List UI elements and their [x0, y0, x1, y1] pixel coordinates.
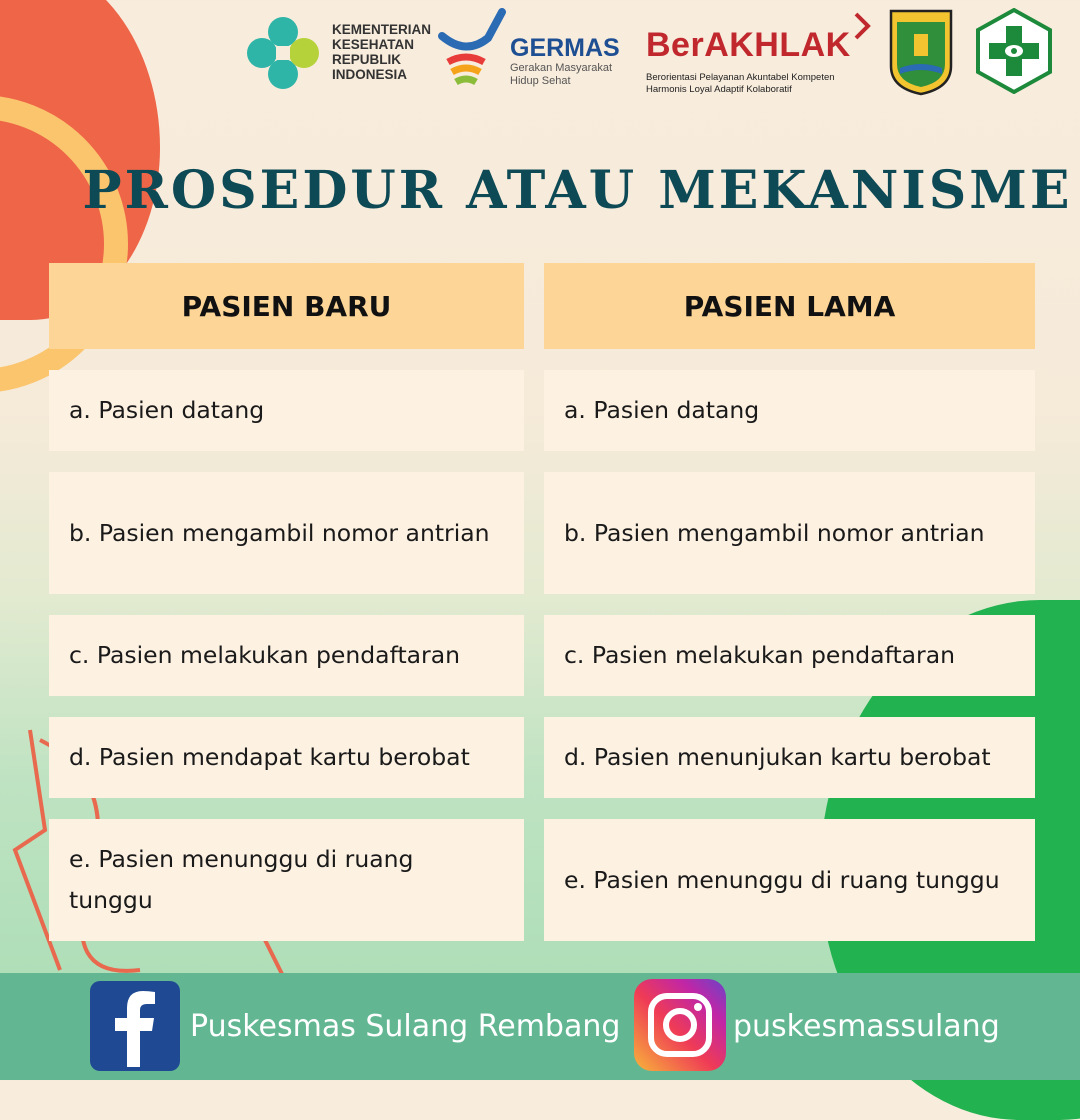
step-pasien-baru-d: d. Pasien mendapat kartu berobat [49, 717, 524, 798]
instagram-glyph-icon [634, 979, 726, 1071]
facebook-account-name[interactable]: Puskesmas Sulang Rembang [190, 1009, 621, 1044]
berakhlak-main: AKHLAK [704, 26, 851, 64]
step-pasien-lama-c: c. Pasien melakukan pendaftaran [544, 615, 1035, 696]
step-pasien-lama-e: e. Pasien menunggu di ruang tunggu [544, 819, 1035, 941]
chevron-right-icon [852, 12, 872, 40]
kemenkes-line: KESEHATAN [332, 37, 415, 52]
berakhlak-sub-line: Berorientasi Pelayanan Akuntabel Kompeten [646, 72, 835, 83]
step-pasien-baru-a: a. Pasien datang [49, 370, 524, 451]
berakhlak-title [646, 26, 851, 65]
germas-sub-line: Hidup Sehat [510, 75, 571, 87]
step-pasien-lama-b: b. Pasien mengambil nomor antrian [544, 472, 1035, 594]
germas-logo [436, 8, 628, 100]
berakhlak-prefix: Ber [646, 26, 705, 64]
rembang-shield-icon [888, 8, 954, 96]
column-header-pasien-lama: PASIEN LAMA [544, 263, 1035, 349]
step-pasien-baru-c: c. Pasien melakukan pendaftaran [49, 615, 524, 696]
facebook-glyph-icon [90, 981, 180, 1071]
instagram-icon[interactable] [634, 979, 726, 1071]
kemenkes-line: KEMENTERIAN [332, 22, 432, 37]
column-header-pasien-baru: PASIEN BARU [49, 263, 524, 349]
instagram-account-name[interactable]: puskesmassulang [733, 1009, 1000, 1044]
germas-figure-icon [436, 8, 510, 100]
facebook-icon[interactable] [90, 981, 180, 1071]
step-pasien-lama-a: a. Pasien datang [544, 370, 1035, 451]
berakhlak-logo [640, 8, 876, 100]
step-pasien-baru-e: e. Pasien menunggu di ruang tunggu [49, 819, 524, 941]
germas-title: GERMAS [510, 34, 620, 62]
step-pasien-lama-d: d. Pasien menunjukan kartu berobat [544, 717, 1035, 798]
berakhlak-sub-line: Harmonis Loyal Adaptif Kolaboratif [646, 84, 792, 95]
puskesmas-logo [976, 8, 1052, 94]
berakhlak-subtitle [646, 72, 835, 96]
rembang-emblem [888, 8, 954, 96]
kemenkes-leaf-icon [240, 12, 326, 94]
germas-sub-line: Gerakan Masyarakat [510, 62, 613, 74]
germas-subtitle [510, 62, 612, 88]
kemenkes-line: REPUBLIK [332, 52, 402, 67]
page-title: PROSEDUR ATAU MEKANISME [82, 160, 1073, 221]
kemenkes-line: INDONESIA [332, 67, 408, 82]
kemenkes-logo [240, 12, 436, 94]
logo-bar [240, 8, 1060, 104]
puskesmas-cross-icon [976, 8, 1052, 94]
kemenkes-text [332, 22, 431, 82]
step-pasien-baru-b: b. Pasien mengambil nomor antrian [49, 472, 524, 594]
